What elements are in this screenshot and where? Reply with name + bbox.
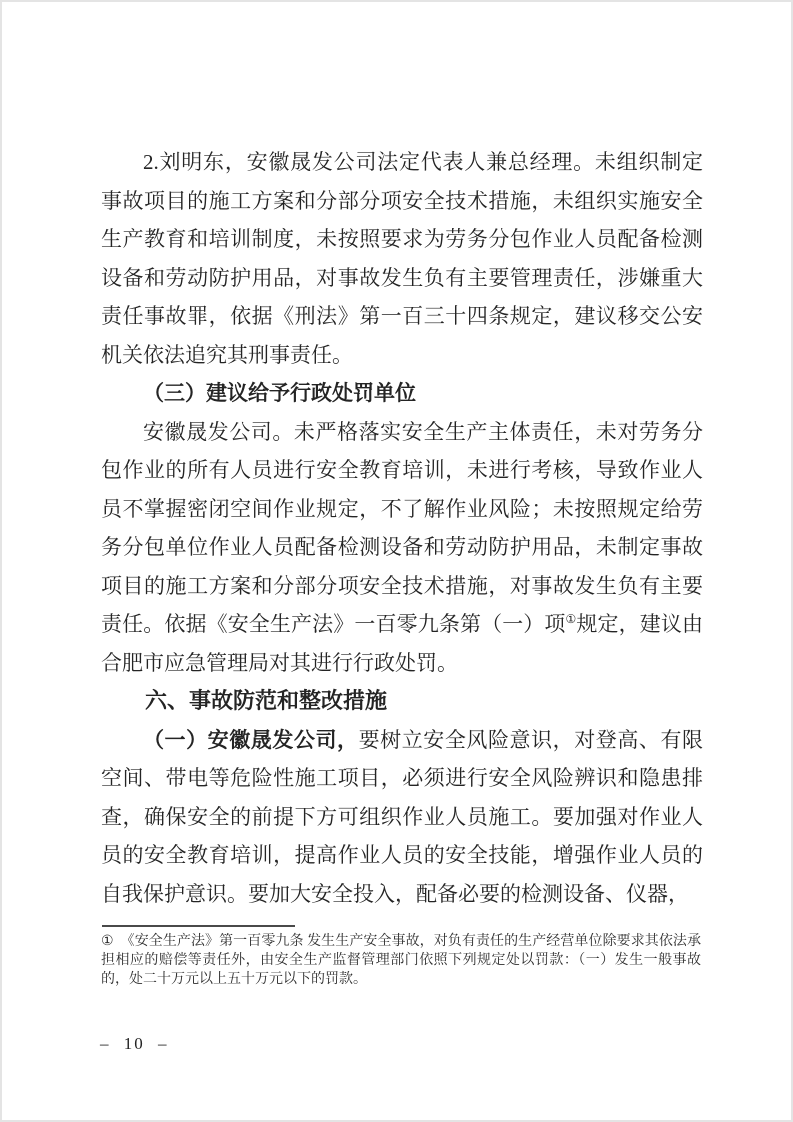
measures-item-1-body: 要树立安全风险意识，对登高、有限空间、带电等危险性施工项目，必须进行安全风险辨识和隐患排查，确保安全的前提下方可组织作业人员施工。要加强对作业人员的安全教育培训，提高作业人员的安全技能，增强作业人员的自我保护意识。要加大安全投入，配备必要的检测设备、仪器，: [101, 727, 704, 906]
paragraph-admin-penalty-company: [101, 413, 703, 683]
footnote-1-text: 《安全生产法》第一百零九条 发生生产安全事故，对负有责任的生产经营单位除要求其依法承担相应的赔偿等责任外，由安全生产监督管理部门依照下列规定处以罚款：（一）发生一般事故的，处二十万元以上五十万元以下的罚款。: [101, 934, 701, 987]
footnote-1: [101, 932, 701, 989]
paragraph-measures-item-1: [101, 721, 703, 914]
heading-section-6-prevention-measures: 六、事故防范和整改措施: [145, 688, 388, 713]
footnote-reference-1: ①: [565, 612, 577, 626]
footnote-1-marker: ①: [101, 934, 114, 949]
penalty-text-before-footnote-ref: 安徽晟发公司。未严格落实安全生产主体责任，未对劳务分包作业的所有人员进行安全教育培训，未进行考核，导致作业人员不掌握密闭空间作业规定，不了解作业风险；未按照规定给劳务分包单位作业人员配备检测设备和劳动防护用品，未制定事故项目的施工方案和分部分项安全技术措施，对事故发生负有主要责任。依据《安全生产法》一百零九条第（一）项: [101, 419, 703, 636]
page-number: – 10 –: [100, 1034, 169, 1053]
measures-item-1-lead: （一）安徽晟发公司，: [143, 727, 359, 752]
document-body: [101, 143, 703, 913]
footnote-separator-rule: [102, 925, 295, 927]
paragraph-liu-mingdong-liability: 2.刘明东，安徽晟发公司法定代表人兼总经理。未组织制定事故项目的施工方案和分部分项安全技术措施，未组织实施安全生产教育和培训制度，未按照要求为劳务分包作业人员配备检测设备和劳动防护用品，对事故发生负有主要管理责任，涉嫌重大责任事故罪，依据《刑法》第一百三十四条规定，建议移交公安机关依法追究其刑事责任。: [101, 150, 703, 367]
heading-section-3-admin-penalty-unit: （三）建议给予行政处罚单位: [143, 381, 416, 405]
penalty-text-after-footnote-ref: 规定，建议由合肥市应急管理局对其进行行政处罚。: [101, 612, 703, 675]
